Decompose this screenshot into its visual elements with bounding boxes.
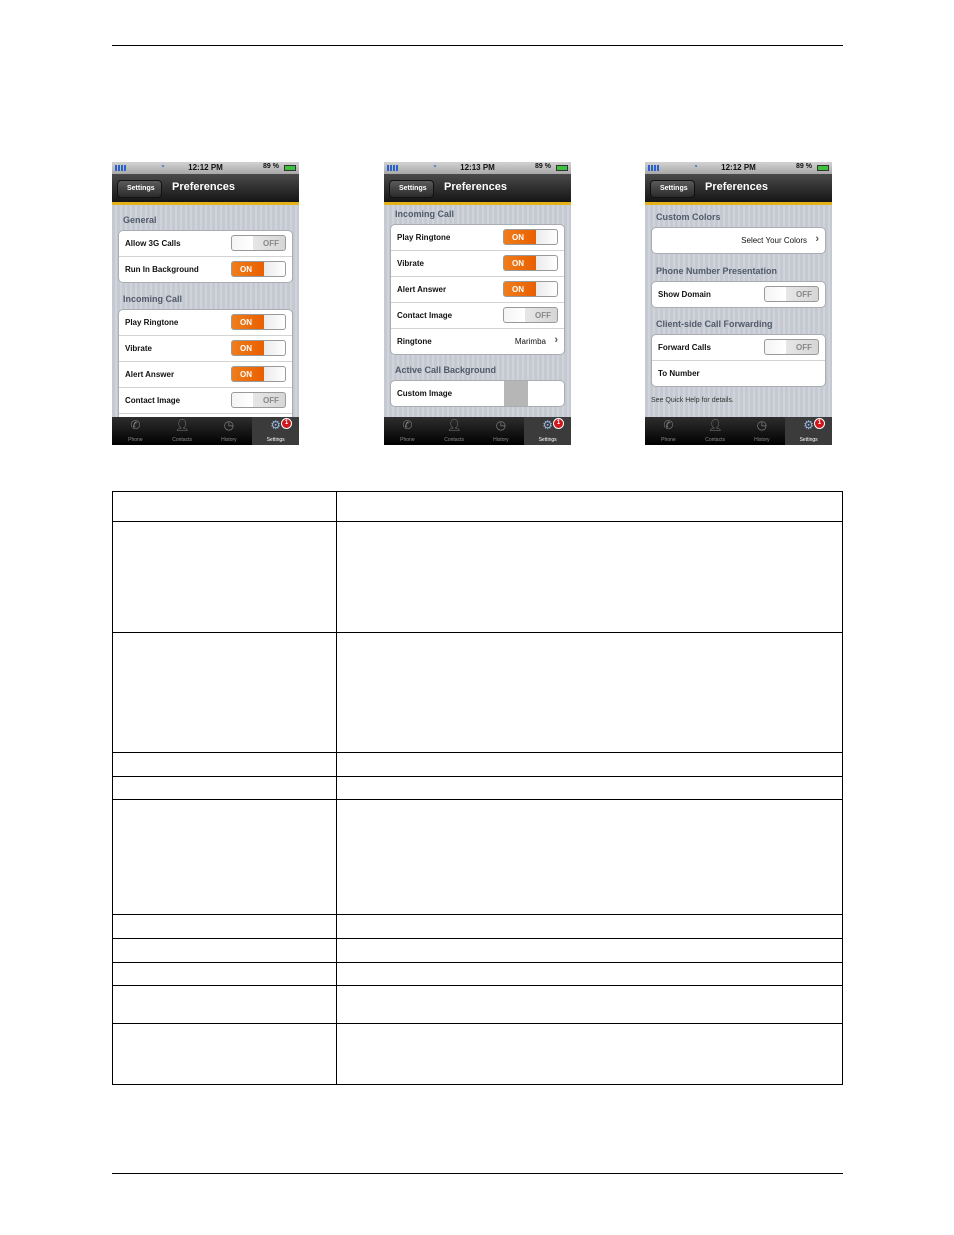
person-icon: 👤︎ (707, 418, 723, 432)
status-time: 12:12 PM (188, 163, 223, 172)
row-contact-image (119, 388, 292, 414)
select-colors-label: Select Your Colors (741, 236, 807, 245)
status-time: 12:12 PM (721, 163, 756, 172)
row-to-number[interactable] (652, 361, 825, 386)
chevron-right-icon: › (815, 233, 819, 245)
notification-badge: 1 (553, 418, 564, 429)
table-cell (113, 777, 337, 800)
table-cell (113, 915, 337, 939)
group-general (118, 230, 293, 283)
back-button[interactable]: Settings (117, 180, 162, 198)
battery-percent: 89 % (535, 163, 551, 170)
tab-label: Settings (538, 437, 557, 443)
gear-icon: ⚙ (542, 418, 553, 432)
table-cell (113, 800, 337, 915)
toggle-switch[interactable] (231, 340, 286, 356)
notification-badge: 1 (814, 418, 825, 429)
tab-label: Phone (400, 437, 415, 443)
tab-bar (645, 417, 832, 445)
table-cell (113, 753, 337, 777)
toggle-text: OFF (263, 396, 279, 405)
toggle-switch[interactable] (764, 286, 819, 302)
phone-screenshot-2 (384, 162, 571, 445)
tab-phone[interactable] (112, 417, 159, 445)
row-ringtone[interactable] (391, 329, 564, 354)
table-cell (337, 939, 843, 963)
row-label: Alert Answer (397, 285, 447, 294)
tab-label: History (754, 437, 770, 443)
tab-phone[interactable] (645, 417, 692, 445)
table-row (113, 753, 843, 777)
section-incoming-call: Incoming Call (395, 209, 455, 219)
footer-rule (112, 1173, 843, 1174)
row-label: Contact Image (397, 311, 453, 320)
toggle-text: ON (240, 344, 252, 353)
toggle-switch[interactable] (503, 281, 558, 297)
phone-icon: ✆ (663, 418, 674, 432)
table-cell (337, 522, 843, 633)
table-row (113, 1024, 843, 1085)
toggle-text: ON (240, 265, 252, 274)
ringtone-value: Marimba (514, 337, 546, 346)
table-cell (113, 633, 337, 753)
table-row (113, 963, 843, 986)
person-icon: 👤︎ (446, 418, 462, 432)
table-cell (113, 522, 337, 633)
toggle-switch[interactable] (231, 392, 286, 408)
row-allow-3g-calls (119, 231, 292, 257)
row-label: Forward Calls (658, 343, 711, 352)
toggle-text: ON (240, 318, 252, 327)
table-row (113, 777, 843, 800)
toggle-text: OFF (263, 239, 279, 248)
gear-icon: ⚙ (270, 418, 281, 432)
tab-label: Contacts (444, 437, 464, 443)
toggle-text: ON (512, 259, 524, 268)
table-cell (113, 1024, 337, 1085)
tab-history[interactable] (739, 417, 786, 445)
row-label: Contact Image (125, 396, 181, 405)
nav-title: Preferences (444, 181, 507, 193)
row-contact-image (391, 303, 564, 329)
toggle-switch[interactable] (231, 261, 286, 277)
table-cell (337, 633, 843, 753)
table-cell (337, 963, 843, 986)
table-cell (337, 915, 843, 939)
tab-settings[interactable] (252, 417, 299, 445)
table-row (113, 986, 843, 1024)
tab-label: Phone (128, 437, 143, 443)
row-label: Custom Image (397, 389, 453, 398)
nav-bar (645, 174, 832, 205)
table-row (113, 915, 843, 939)
battery-percent: 89 % (796, 163, 812, 170)
nav-bar (112, 174, 299, 205)
settings-content[interactable] (645, 205, 832, 417)
tab-label: Contacts (172, 437, 192, 443)
table-cell (113, 492, 337, 522)
tab-label: Settings (799, 437, 818, 443)
row-forward-calls (652, 335, 825, 361)
section-incoming-call: Incoming Call (123, 294, 183, 304)
battery-icon (817, 165, 829, 171)
toggle-switch[interactable] (503, 307, 558, 323)
table-row (113, 633, 843, 753)
table-cell (337, 753, 843, 777)
toggle-text: OFF (535, 311, 551, 320)
row-label: Vibrate (397, 259, 424, 268)
toggle-switch[interactable] (231, 366, 286, 382)
settings-content[interactable] (112, 205, 299, 417)
toggle-text: ON (512, 233, 524, 242)
row-show-domain (652, 282, 825, 307)
battery-percent: 89 % (263, 163, 279, 170)
tab-history[interactable] (478, 417, 525, 445)
group-incoming-call (390, 224, 565, 355)
row-label: Play Ringtone (125, 318, 179, 327)
row-vibrate (119, 336, 292, 362)
image-thumbnail[interactable] (504, 381, 528, 406)
settings-content[interactable] (384, 205, 571, 417)
toggle-text: OFF (796, 343, 812, 352)
section-phone-number-presentation: Phone Number Presentation (656, 266, 778, 276)
battery-icon (284, 165, 296, 171)
chevron-right-icon: › (554, 334, 558, 346)
wifi-icon: ◔ (693, 162, 698, 171)
quick-help-note: See Quick Help for details. (651, 397, 734, 404)
tab-settings[interactable] (524, 417, 571, 445)
row-label: Allow 3G Calls (125, 239, 181, 248)
section-general: General (123, 215, 157, 225)
phone-screenshot-3 (645, 162, 832, 445)
group-client-side-call-forwarding (651, 334, 826, 387)
toggle-switch[interactable] (231, 235, 286, 251)
table-cell (337, 1024, 843, 1085)
row-alert-answer (391, 277, 564, 303)
phone-screenshot-1 (112, 162, 299, 445)
tab-bar (112, 417, 299, 445)
status-bar (645, 162, 832, 174)
row-vibrate (391, 251, 564, 277)
toggle-switch[interactable] (503, 255, 558, 271)
table-row (113, 939, 843, 963)
tab-bar (384, 417, 571, 445)
row-run-in-background (119, 257, 292, 282)
wifi-icon: ◔ (432, 162, 437, 171)
phone-icon: ✆ (402, 418, 413, 432)
tab-contacts[interactable] (159, 417, 206, 445)
table-cell (113, 939, 337, 963)
tab-contacts[interactable] (692, 417, 739, 445)
wifi-icon: ◔ (160, 162, 165, 171)
clock-icon: ◷ (495, 418, 507, 432)
row-label: Show Domain (658, 290, 711, 299)
section-custom-colors: Custom Colors (656, 212, 721, 222)
tab-phone[interactable] (384, 417, 431, 445)
header-rule (112, 45, 843, 46)
toggle-text: ON (512, 285, 524, 294)
gear-icon: ⚙ (803, 418, 814, 432)
row-label: Play Ringtone (397, 233, 451, 242)
toggle-switch[interactable] (764, 339, 819, 355)
tab-history[interactable] (206, 417, 253, 445)
group-active-call-background (390, 380, 565, 407)
back-button[interactable]: Settings (650, 180, 695, 198)
row-play-ringtone (119, 310, 292, 336)
group-phone-number-presentation (651, 281, 826, 308)
toggle-text: OFF (796, 290, 812, 299)
toggle-switch[interactable] (503, 229, 558, 245)
row-select-your-colors[interactable] (652, 228, 825, 253)
tab-label: Settings (266, 437, 285, 443)
row-custom-image[interactable] (391, 381, 564, 406)
tab-label: History (221, 437, 237, 443)
row-label: Ringtone (397, 337, 432, 346)
table-cell (113, 963, 337, 986)
table-row (113, 522, 843, 633)
table-cell (337, 986, 843, 1024)
table-cell (337, 777, 843, 800)
row-label: Vibrate (125, 344, 152, 353)
person-icon: 👤︎ (174, 418, 190, 432)
table-cell (113, 986, 337, 1024)
back-button[interactable]: Settings (389, 180, 434, 198)
clock-icon: ◷ (756, 418, 768, 432)
clock-icon: ◷ (223, 418, 235, 432)
tab-label: History (493, 437, 509, 443)
row-play-ringtone (391, 225, 564, 251)
table-cell (337, 800, 843, 915)
row-label: To Number (658, 369, 700, 378)
group-incoming-call (118, 309, 293, 417)
section-active-call-background: Active Call Background (395, 365, 497, 375)
toggle-text: ON (240, 370, 252, 379)
status-bar (112, 162, 299, 174)
group-custom-colors (651, 227, 826, 254)
toggle-switch[interactable] (231, 314, 286, 330)
phone-icon: ✆ (130, 418, 141, 432)
section-client-side-call-forwarding: Client-side Call Forwarding (656, 319, 773, 329)
battery-icon (556, 165, 568, 171)
status-time: 12:13 PM (460, 163, 495, 172)
table-cell (337, 492, 843, 522)
tab-contacts[interactable] (431, 417, 478, 445)
nav-title: Preferences (172, 181, 235, 193)
row-alert-answer (119, 362, 292, 388)
row-label: Alert Answer (125, 370, 175, 379)
nav-bar (384, 174, 571, 205)
tab-settings[interactable] (785, 417, 832, 445)
preferences-table (112, 491, 843, 1085)
notification-badge: 1 (281, 418, 292, 429)
nav-title: Preferences (705, 181, 768, 193)
status-bar (384, 162, 571, 174)
tab-label: Contacts (705, 437, 725, 443)
table-row (113, 492, 843, 522)
row-label: Run In Background (125, 265, 199, 274)
tab-label: Phone (661, 437, 676, 443)
table-row (113, 800, 843, 915)
